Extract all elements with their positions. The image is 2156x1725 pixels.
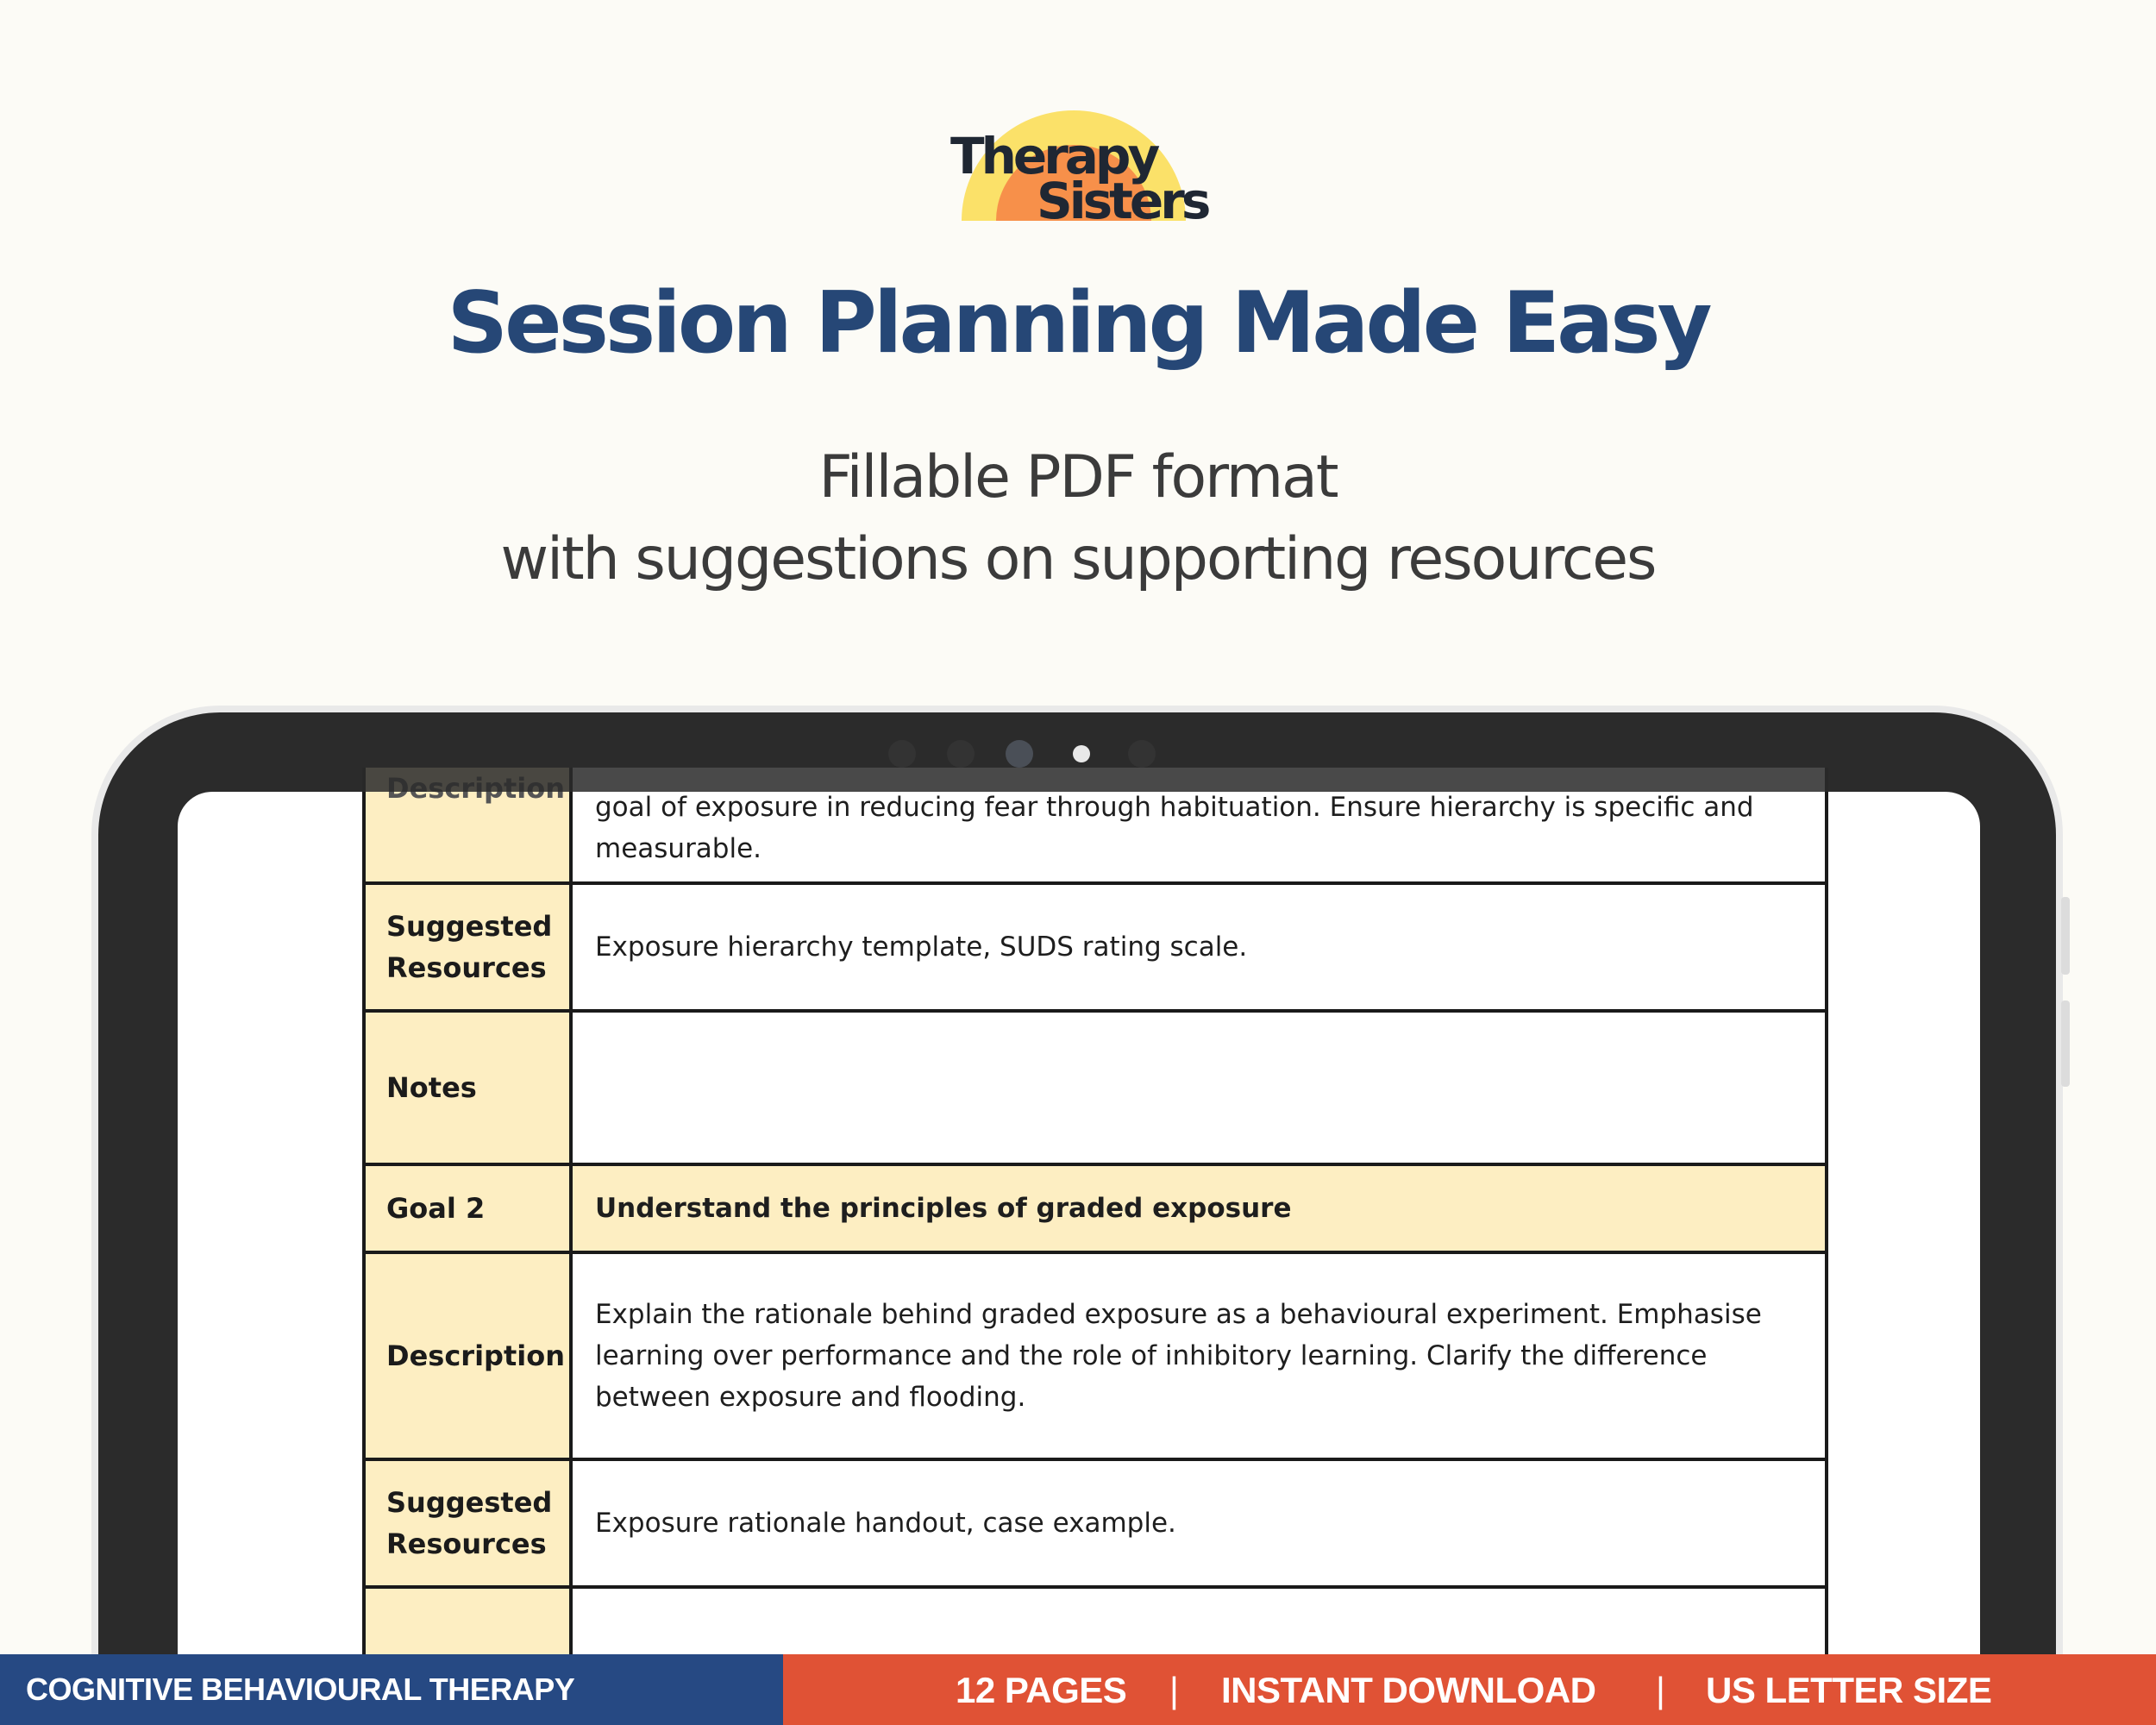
table-row bbox=[362, 885, 1828, 1013]
banner-pages: 12 PAGES bbox=[956, 1670, 1127, 1710]
notes-field[interactable] bbox=[573, 1013, 1825, 1163]
row-label: Notes bbox=[366, 1013, 573, 1163]
table-row bbox=[362, 1166, 1828, 1254]
camera-lens-icon bbox=[1006, 740, 1033, 768]
banner-separator: | bbox=[1656, 1670, 1665, 1710]
page-title: Session Planning Made Easy bbox=[447, 274, 1709, 373]
row-value-field[interactable]: goal of exposure in reducing fear through habituation. Ensure hierarchy is specific and measurable. bbox=[573, 768, 1825, 881]
logo-text-therapy: Therapy bbox=[950, 127, 1157, 185]
row-label: Goal 2 bbox=[366, 1166, 573, 1251]
row-value-field[interactable]: Exposure rationale handout, case example. bbox=[573, 1461, 1825, 1585]
row-label: Suggested Resources bbox=[366, 1461, 573, 1585]
row-value-field[interactable]: Explain the rationale behind graded exposure as a behavioural experiment. Emphasise learning over performance and the role of inhibitory learning. Clarify the difference between exposure and flooding. bbox=[573, 1254, 1825, 1458]
session-plan-table bbox=[362, 768, 1828, 1666]
goal-title[interactable]: Understand the principles of graded exposure bbox=[573, 1166, 1825, 1251]
banner-features bbox=[783, 1654, 2156, 1725]
banner-letter-size: US LETTER SIZE bbox=[1706, 1670, 1992, 1710]
tablet-volume-button bbox=[2061, 1000, 2070, 1087]
row-value-field[interactable]: Exposure hierarchy template, SUDS rating scale. bbox=[573, 885, 1825, 1009]
camera-light bbox=[1073, 745, 1090, 762]
table-row bbox=[362, 1254, 1828, 1461]
subtitle-line-2: with suggestions on supporting resources bbox=[500, 525, 1656, 593]
camera-dot bbox=[1128, 740, 1156, 768]
row-label: Description bbox=[366, 1254, 573, 1458]
tablet-volume-button bbox=[2061, 897, 2070, 975]
row-label: Suggested Resources bbox=[366, 885, 573, 1009]
banner-separator: | bbox=[1169, 1670, 1179, 1710]
logo-text-sisters: Sisters bbox=[1037, 172, 1208, 230]
subtitle-line-1: Fillable PDF format bbox=[818, 443, 1338, 511]
therapy-sisters-logo bbox=[940, 86, 1208, 233]
bezel-overlap-shadow bbox=[362, 749, 1828, 792]
banner-category: COGNITIVE BEHAVIOURAL THERAPY bbox=[0, 1654, 783, 1725]
banner-instant-download: INSTANT DOWNLOAD bbox=[1221, 1670, 1596, 1710]
table-row bbox=[362, 1461, 1828, 1589]
camera-dot bbox=[888, 740, 916, 768]
camera-dot bbox=[947, 740, 975, 768]
table-row bbox=[362, 1013, 1828, 1166]
